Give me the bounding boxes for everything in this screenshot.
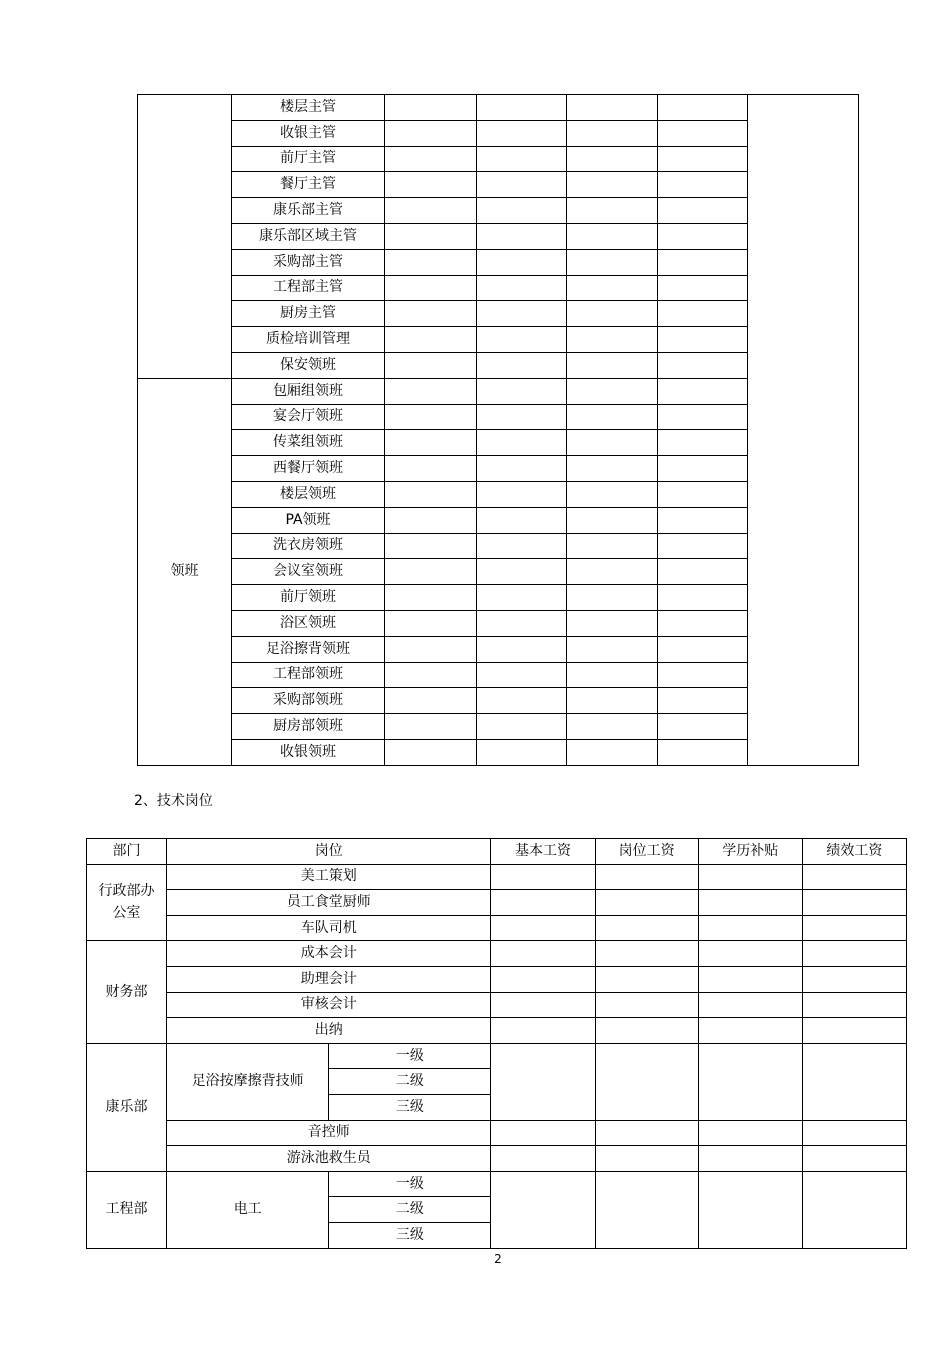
post-name: 音控师 [167,1120,491,1146]
post-name: 西餐厅领班 [232,456,385,482]
level-cell: 三级 [329,1222,491,1248]
post-name: 工程部领班 [232,662,385,688]
post-name: 出纳 [167,1018,491,1044]
table-row [87,1043,907,1069]
table-row [87,992,907,1018]
header-dept: 部门 [87,839,167,865]
post-name: 采购部领班 [232,688,385,714]
table-row [87,864,907,890]
level-cell: 三级 [329,1094,491,1120]
post-name: 车队司机 [167,915,491,941]
header-position-salary: 岗位工资 [595,839,698,865]
header-base-salary: 基本工资 [491,839,595,865]
post-name: 包厢组领班 [232,378,385,404]
post-name: 审核会计 [167,992,491,1018]
table-row [87,1018,907,1044]
header-row [87,839,907,865]
page-number: 2 [494,1252,502,1266]
post-name: 宴会厅领班 [232,404,385,430]
post-name: 传菜组领班 [232,430,385,456]
management-salary-table [137,94,859,766]
post-name: 员工食堂厨师 [167,890,491,916]
header-performance-salary: 绩效工资 [802,839,906,865]
post-name: 游泳池救生员 [167,1146,491,1172]
post-name: 楼层领班 [232,481,385,507]
post-name: 楼层主管 [232,95,385,121]
dept-cell: 康乐部 [87,1043,167,1171]
post-name: 收银主管 [232,120,385,146]
level-cell: 一级 [329,1171,491,1197]
remarks-cell [748,95,859,766]
table-row [87,1146,907,1172]
table-row [87,1120,907,1146]
table-row [87,890,907,916]
post-name: 会议室领班 [232,559,385,585]
level-cell: 一级 [329,1043,491,1069]
dept-cell: 工程部 [87,1171,167,1248]
post-name: 成本会计 [167,941,491,967]
post-name: 美工策划 [167,864,491,890]
category-cell-supervisors [138,95,232,379]
post-name: 浴区领班 [232,610,385,636]
post-name: 收银领班 [232,739,385,765]
post-name: 厨房部领班 [232,714,385,740]
post-name: 餐厅主管 [232,172,385,198]
header-post: 岗位 [167,839,491,865]
post-name: 电工 [167,1171,329,1248]
table-row [87,941,907,967]
post-name: 工程部主管 [232,275,385,301]
post-name: 足浴按摩擦背技师 [167,1043,329,1120]
post-name: 采购部主管 [232,249,385,275]
category-cell-leaders: 领班 [138,378,232,765]
level-cell: 二级 [329,1069,491,1095]
table-row [87,1171,907,1197]
post-name: 康乐部主管 [232,198,385,224]
post-name: 前厅主管 [232,146,385,172]
post-name: PA领班 [232,507,385,533]
section-title: 2、技术岗位 [134,793,213,809]
post-name: 助理会计 [167,966,491,992]
table-row [138,95,859,121]
post-name: 保安领班 [232,352,385,378]
header-education-allowance: 学历补贴 [698,839,802,865]
dept-cell: 行政部办公室 [87,864,167,941]
table-row [87,966,907,992]
level-cell: 二级 [329,1197,491,1223]
post-name: 厨房主管 [232,301,385,327]
post-name: 质检培训管理 [232,327,385,353]
table-row [87,915,907,941]
post-name: 洗衣房领班 [232,533,385,559]
technical-salary-table [86,838,907,1249]
post-name: 康乐部区域主管 [232,223,385,249]
dept-cell: 财务部 [87,941,167,1043]
post-name: 足浴擦背领班 [232,636,385,662]
post-name: 前厅领班 [232,585,385,611]
